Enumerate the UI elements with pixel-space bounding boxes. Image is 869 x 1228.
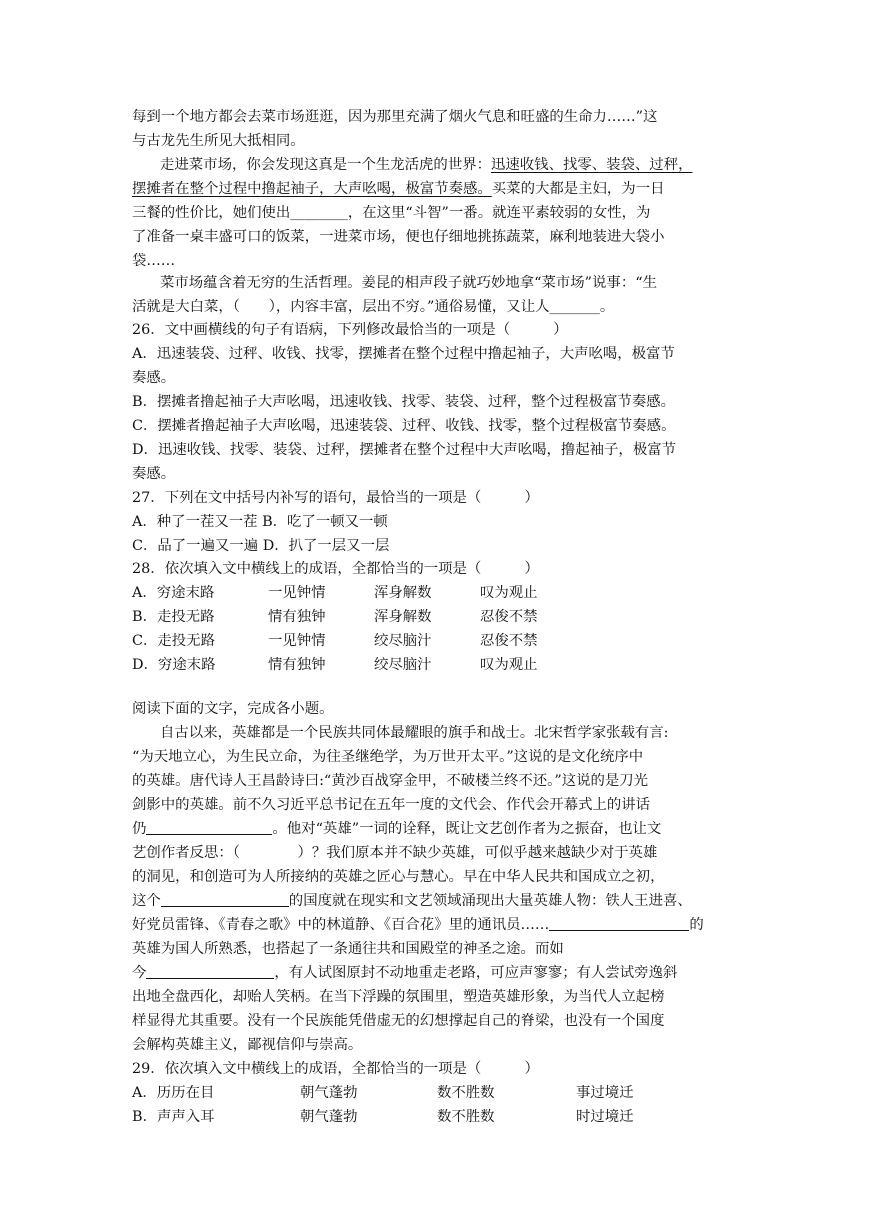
q26-option-c: C．摆摊者撸起袖子大声吆喝，迅速装袋、过秤、收钱、找零，整个过程极富节奏感。 [132,418,676,434]
q27-options-cd: C．品了一遍又一遍 D．扒了一层又一层 [132,538,390,554]
passage2-line6: 艺创作者反思：（ ）？我们原本并不缺少英雄，可似乎越来越缺少对于英雄 [132,845,658,861]
q29-stem: 29．依次填入文中横线上的成语，全都恰当的一项是（ ） [132,1061,539,1077]
fill-blank [146,818,272,835]
q26-option-a-cont: 奏感。 [132,370,176,386]
passage2-line13: 样显得尤其重要。没有一个民族能凭借虚无的幻想撑起自己的脊梁，也没有一个国度 [132,1013,665,1029]
passage1-p2-line3: 三餐的性价比，她们使出________，在这里“斗智”一番。就连平素较弱的女性，为 [132,205,651,221]
passage2-line9: 好党员雷锋、《青春之歌》中的林道静、《百合花》里的通讯员…… 的 [132,914,704,938]
passage1-p2-line5: 袋…… [132,253,176,269]
passage2-line5: 仍 。他对“英雄”一词的诠释，既让文艺创作者为之振奋，也让文 [132,818,661,842]
q26-option-d-cont: 奏感。 [132,466,176,482]
fill-blank [146,962,274,979]
passage2-line12: 出地全盘西化，却贻人笑柄。在当下浮躁的氛围里，塑造英雄形象，为当代人立起榜 [132,989,665,1005]
q26-option-b: B．摆摊者撸起袖子大声吆喝，迅速收钱、找零、装袋、过秤，整个过程极富节奏感。 [132,394,676,410]
passage1-p3-line1: 菜市场蕴含着无穷的生活哲理。姜昆的相声段子就巧妙地拿“菜市场”说事：“生 [160,275,657,291]
q26-option-a: A．迅速装袋、过秤、收钱、找零，摆摊者在整个过程中撸起袖子，大声吆喝，极富节 [132,346,675,362]
fill-blank [549,914,689,931]
passage1-p2-line1: 走进菜市场，你会发现这真是一个生龙活虎的世界：迅速收钱、找零、装袋、过秤， [160,157,693,173]
passage2-line3: 的英雄。唐代诗人王昌龄诗曰:“黄沙百战穿金甲，不破楼兰终不还。”这说的是刀光 [132,773,649,789]
passage1-p2-line2: 摆摊者在整个过程中撸起袖子，大声吆喝，极富节奏感。买菜的大都是主妇，为一日 [132,181,665,197]
q26-option-d: D．迅速收钱、找零、装袋、过秤，摆摊者在整个过程中大声吆喝，撸起袖子，极富节 [132,442,676,458]
passage2-intro: 阅读下面的文字，完成各小题。 [132,701,334,717]
passage2-line11: 今 ，有人试图原封不动地重走老路，可应声寥寥；有人尝试旁逸斜 [132,962,677,986]
passage1-p2-line4: 了准备一桌丰盛可口的饭菜，一进菜市场，便也仔细地挑拣蔬菜，麻利地装进大袋小 [132,229,665,245]
passage2-line10: 英雄为国人所熟悉，也搭起了一条通往共和国殿堂的神圣之途。而如 [132,941,564,957]
exam-page: 每到一个地方都会去菜市场逛逛，因为那里充满了烟火气息和旺盛的生命力……”这 与古龙先生所见大抵相同。 走进菜市场，你会发现这真是一个生龙活虎的世界：迅速收钱、找零、装袋、过秤， 摆摊者在整个过程中撸起袖子，大声吆喝，极富节奏感。买菜的大都是主妇，为一日 三餐的性价比，她们使出________，在这里“斗智”一番。就连平素较弱的女性，为 了准备一桌丰盛可口的饭菜，一进菜市场，便也仔细地挑拣蔬菜，麻利地装进大袋小 袋…… 菜市场蕴含着无穷的生活哲理。姜昆的相声段子就巧妙地拿“菜市场”说事：“生 活就是大白菜，（ ），内容丰富，层出不穷。”通俗易懂，又让人_______。 26．文中画横线的句子有语病，下列修改最恰当的一项是（ ） A．迅速装袋、过秤、收钱、找零，摆摊者在整个过程中撸起袖子，大声吆喝，极富节 奏感。 B．摆摊者撸起袖子大声吆喝，迅速收钱、找零、装袋、过秤，整个过程极富节奏感。 C．摆摊者撸起袖子大声吆喝，迅速装袋、过秤、收钱、找零，整个过程极富节奏感。 D．迅速收钱、找零、装袋、过秤，摆摊者在整个过程中大声吆喝，撸起袖子，极富节 奏感。 27．下列在文中括号内补写的语句，最恰当的一项是（ ） A．种了一茬又一茬 B．吃了一顿又一顿 C．品了一遍又一遍 D．扒了一层又一层 28．依次填入文中横线上的成语，全都恰当的一项是（ ） A．穷途末路 一见钟情 浑身解数 叹为观止 B．走投无路 情有独钟 浑身解数 忍俊不禁 C．走投无路 一见钟情 绞尽脑汁 忍俊不禁 D．穷途末路 情有独钟 绞尽脑汁 叹为观止 阅读下面的文字，完成各小题。 自古以来，英雄都是一个民族共同体最耀眼的旗手和战士。北宋哲学家张载有言: “为天地立心，为生民立命，为往圣继绝学，为万世开太平。”这说的是文化统序中 的英雄。唐代诗人王昌龄诗曰:“黄沙百战穿金甲，不破楼兰终不还。”这说的是刀光 剑影中的英雄。前不久习近平总书记在五年一度的文代会、作代会开幕式上的讲话 仍 。他对“英雄”一词的诠释，既让文艺创作者为之振奋，也让文 艺创作者反思：（ ）？我们原本并不缺少英雄，可似乎越来越缺少对于英雄 的洞见，和创造可为人所接纳的英雄之匠心与慧心。早在中华人民共和国成立之初， 这个 的国度就在现实和文艺领域涌现出大量英雄人物：铁人王进喜、 好党员雷锋、《青春之歌》中的林道静、《百合花》里的通讯员…… 的 英雄为国人所熟悉，也搭起了一条通往共和国殿堂的神圣之途。而如 今 ，有人试图原封不动地重走老路，可应声寥寥；有人尝试旁逸斜 出地全盘西化，却贻人笑柄。在当下浮躁的氛围里，塑造英雄形象，为当代人立起榜 样显得尤其重要。没有一个民族能凭借虚无的幻想撑起自己的脊梁，也没有一个国度 会解构英雄主义，鄙视信仰与崇高。 29．依次填入文中横线上的成语，全都恰当的一项是（ ） A．历历在目 朝气蓬勃 数不胜数 事过境迁 B．声声入耳 朝气蓬勃 数不胜数 时过境迁 [0,0,869,1228]
passage2-line14: 会解构英雄主义，鄙视信仰与崇高。 [132,1037,363,1053]
passage2-line8: 这个 的国度就在现实和文艺领域涌现出大量英雄人物：铁人王进喜、 [132,890,692,914]
fill-blank [161,890,289,907]
passage2-line4: 剑影中的英雄。前不久习近平总书记在五年一度的文代会、作代会开幕式上的讲话 [132,797,651,813]
underlined-sentence: 迅速收钱、找零、装袋、过秤， [491,157,693,173]
passage1-line2: 与古龙先生所见大抵相同。 [132,133,305,149]
q26-stem: 26．文中画横线的句子有语病，下列修改最恰当的一项是（ ） [132,322,568,338]
q28-stem: 28．依次填入文中横线上的成语，全都恰当的一项是（ ） [132,561,539,577]
underlined-sentence: 摆摊者在整个过程中撸起袖子，大声吆喝，极富节奏感。 [132,181,492,197]
passage2-line7: 的洞见，和创造可为人所接纳的英雄之匠心与慧心。早在中华人民共和国成立之初， [132,869,665,885]
passage2-line2: “为天地立心，为生民立命，为往圣继绝学，为万世开太平。”这说的是文化统序中 [132,749,644,765]
passage2-line1: 自古以来，英雄都是一个民族共同体最耀眼的旗手和战士。北宋哲学家张载有言: [160,725,669,741]
passage1-p3-line2: 活就是大白菜，（ ），内容丰富，层出不穷。”通俗易懂，又让人_______。 [132,299,615,315]
q27-stem: 27．下列在文中括号内补写的语句，最恰当的一项是（ ） [132,490,539,506]
passage1-line1: 每到一个地方都会去菜市场逛逛，因为那里充满了烟火气息和旺盛的生命力……”这 [132,109,658,125]
q27-options-ab: A．种了一茬又一茬 B．吃了一顿又一顿 [132,514,388,530]
